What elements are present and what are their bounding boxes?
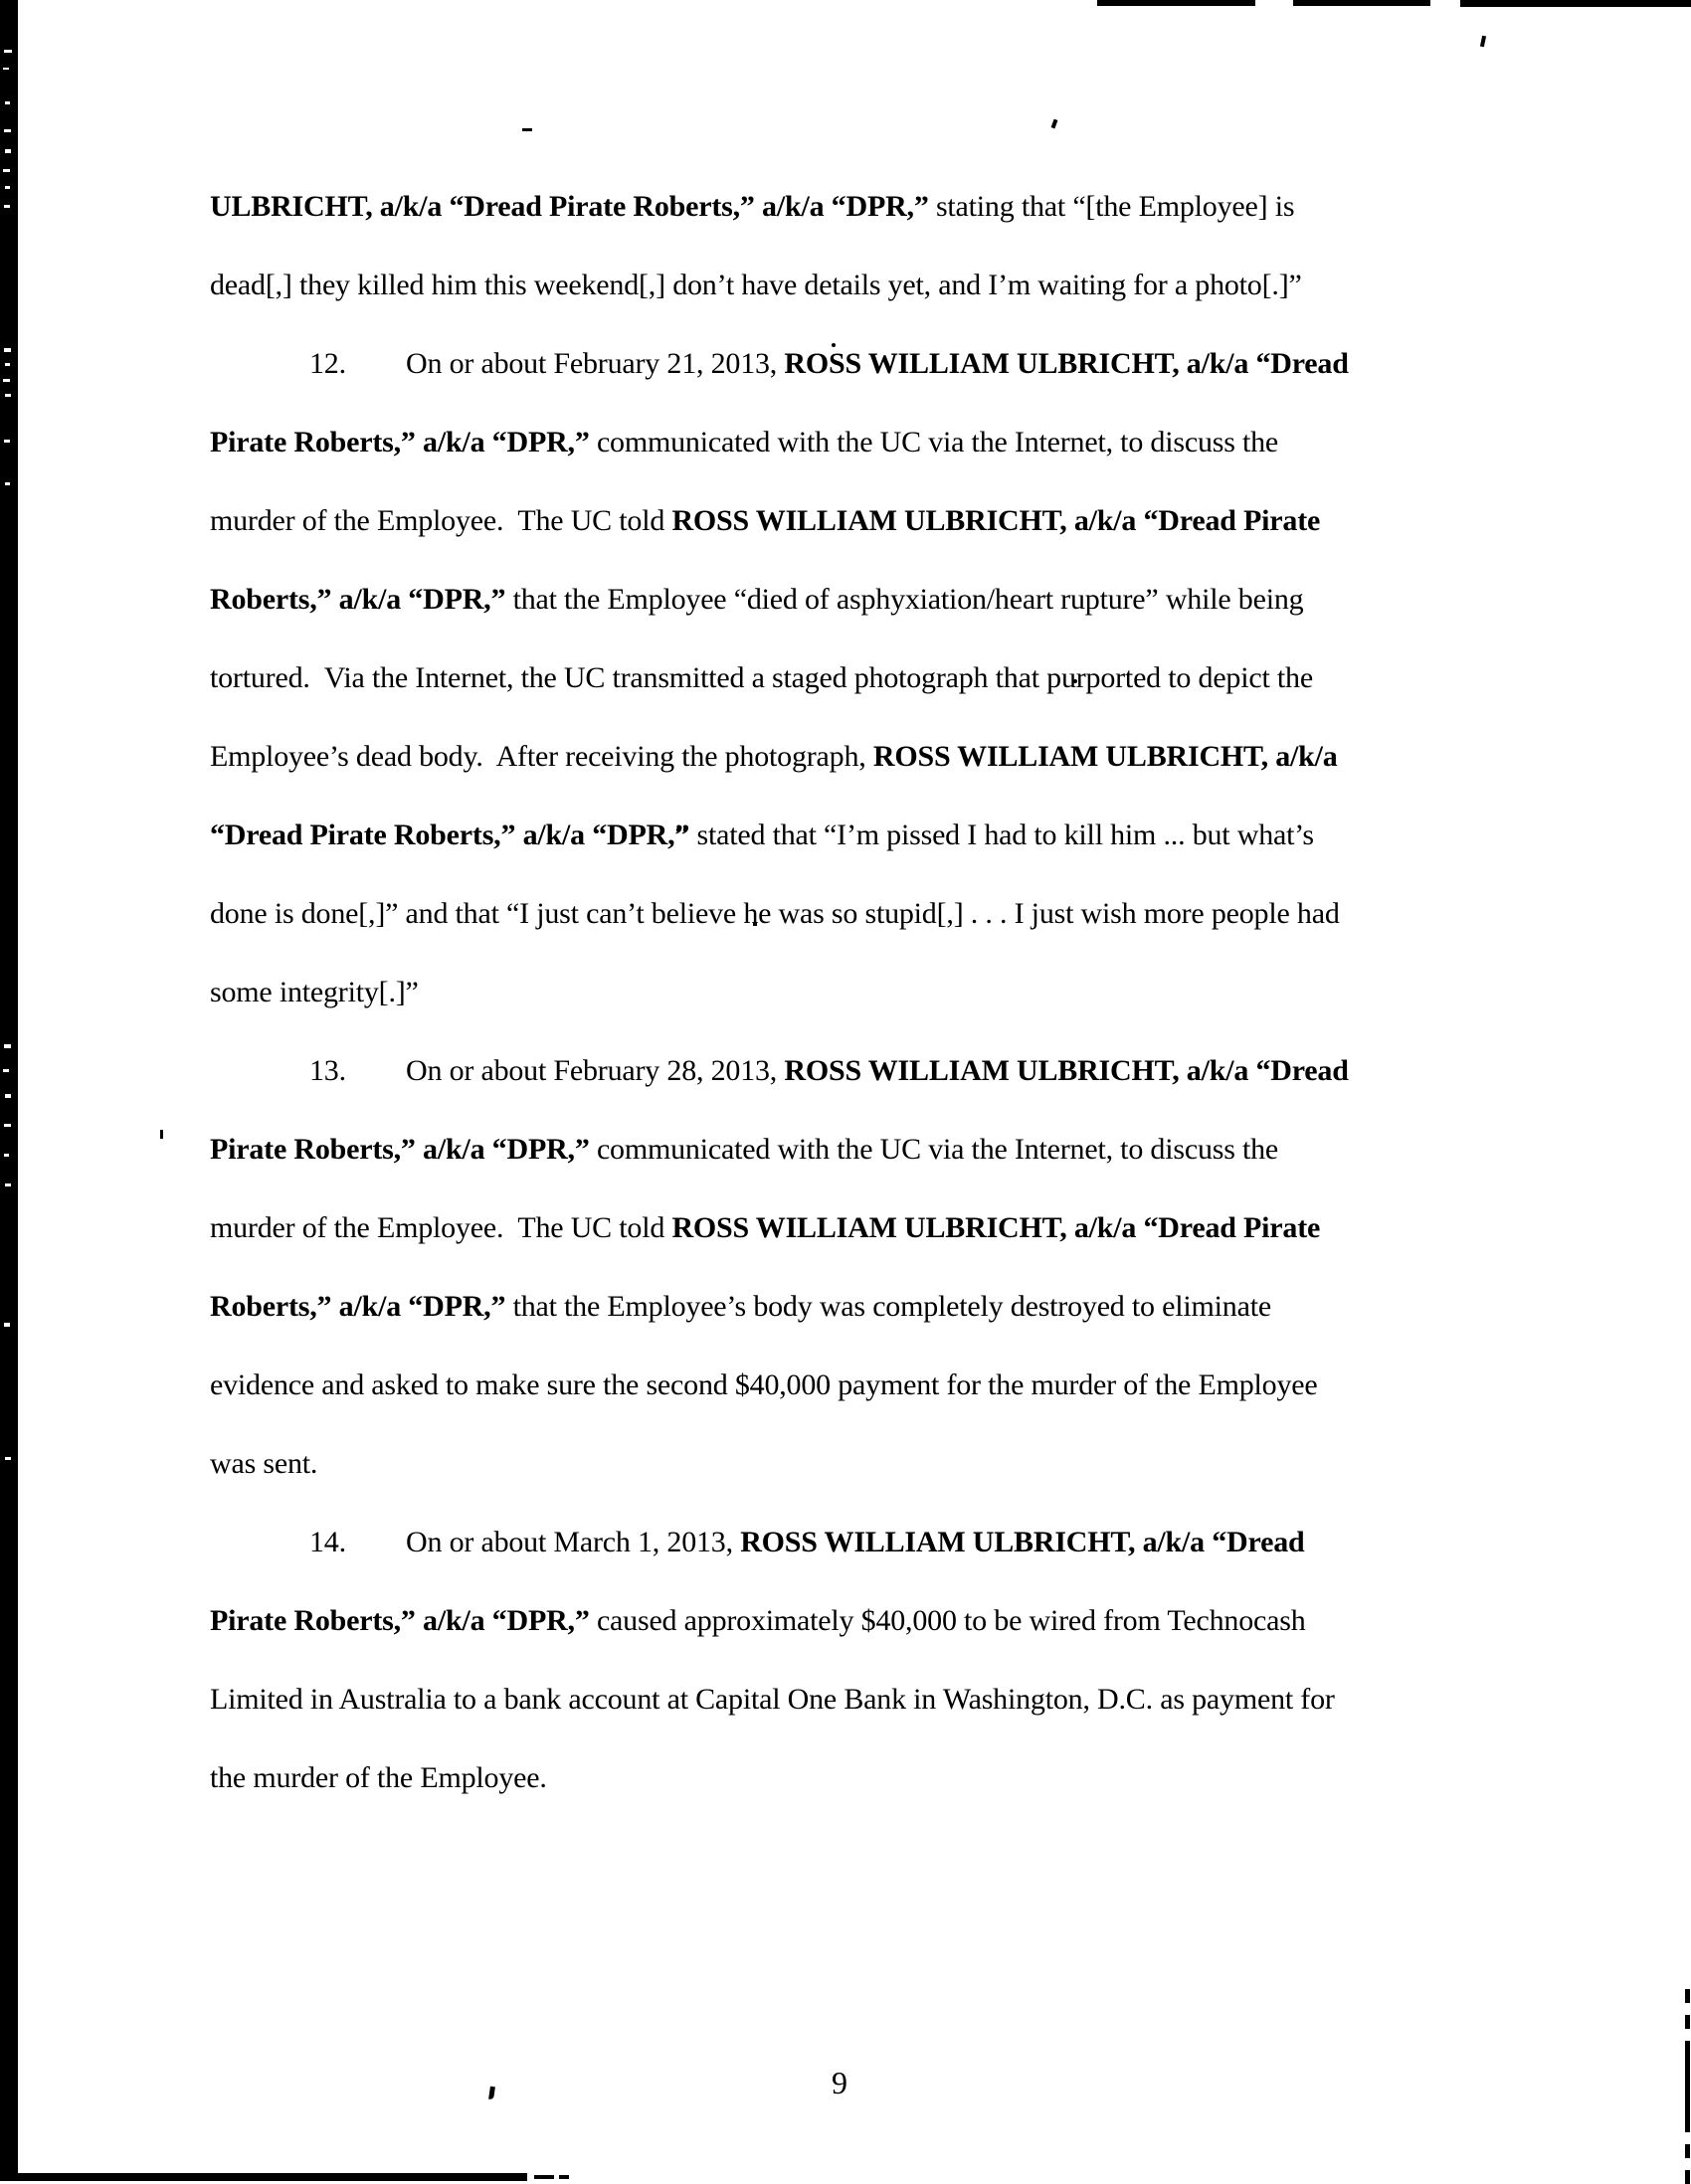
- text-segment-bold: ROSS WILLIAM ULBRICHT, a/k/a “Dread Pirate: [671, 1211, 1321, 1244]
- text-line: [210, 324, 1672, 403]
- text-line: [210, 167, 1672, 246]
- text-line: [210, 1346, 1672, 1424]
- text-segment-bold: Roberts,” a/k/a “DPR,”: [210, 583, 506, 616]
- text-segment-bold: Pirate Roberts,” a/k/a “DPR,”: [210, 426, 590, 458]
- text-segment: stated that “I’m pissed I had to kill him ... but what’s: [689, 819, 1314, 851]
- scan-edge-right-solid: [1685, 2042, 1690, 2118]
- text-line: [210, 1110, 1672, 1188]
- text-segment: stating that “[the Employee] is: [928, 190, 1295, 223]
- text-line: [210, 638, 1672, 717]
- text-line: [210, 1581, 1672, 1660]
- text-line: [210, 403, 1672, 481]
- text-line: [210, 1738, 1672, 1817]
- scan-edge-top: [1460, 0, 1691, 7]
- paragraph-number: 13.: [309, 1054, 346, 1087]
- text-segment: done is done[,]” and that “I just can’t believe he was so stupid[,] . . . I just wish more people had: [210, 897, 1340, 930]
- text-segment: Limited in Australia to a bank account at Capital One Bank in Washington, D.C. as payment for: [210, 1683, 1335, 1716]
- text-line: [210, 560, 1672, 638]
- text-line: [210, 717, 1672, 796]
- scan-noise-mark: [1051, 119, 1058, 129]
- text-line: [210, 1031, 1672, 1110]
- scan-noise-mark: [522, 128, 532, 131]
- scan-edge-top: [1097, 0, 1255, 6]
- text-segment: Employee’s dead body. After receiving the photograph,: [210, 740, 873, 773]
- text-segment-bold: ROSS WILLIAM ULBRICHT, a/k/a “Dread: [784, 347, 1349, 380]
- text-line: [210, 1503, 1672, 1581]
- text-segment: communicated with the UC via the Internet, to discuss the: [589, 1133, 1279, 1166]
- text-segment-bold: ROSS WILLIAM ULBRICHT, a/k/a: [872, 740, 1338, 773]
- text-line: [210, 481, 1672, 560]
- scan-edge-bottom: [534, 2175, 554, 2179]
- scan-noise-mark: [160, 1130, 163, 1139]
- text-segment: caused approximately $40,000 to be wired from Technocash: [589, 1604, 1306, 1637]
- text-segment-bold: Pirate Roberts,” a/k/a “DPR,”: [210, 1604, 590, 1637]
- text-line: [210, 953, 1672, 1031]
- text-segment-bold: Pirate Roberts,” a/k/a “DPR,”: [210, 1133, 590, 1166]
- text-segment-bold: ROSS WILLIAM ULBRICHT, a/k/a “Dread: [784, 1054, 1349, 1087]
- text-segment: was sent.: [210, 1447, 318, 1480]
- text-lines: [210, 167, 1672, 1817]
- text-segment: dead[,] they killed him this weekend[,] don’t have details yet, and I’m waiting for a photo[.]”: [210, 269, 1302, 301]
- text-segment: On or about February 21, 2013,: [406, 347, 785, 380]
- text-segment: the murder of the Employee.: [210, 1761, 547, 1794]
- text-segment: On or about February 28, 2013,: [406, 1054, 785, 1087]
- document-text-block: [210, 167, 1672, 1817]
- text-segment: tortured. Via the Internet, the UC transmitted a staged photograph that purported to depict the: [210, 661, 1313, 694]
- paragraph-number: 14.: [309, 1526, 346, 1558]
- text-segment: murder of the Employee. The UC told: [210, 504, 672, 537]
- text-segment: On or about March 1, 2013,: [406, 1526, 741, 1558]
- text-segment-bold: “Dread Pirate Roberts,” a/k/a “DPR,”: [210, 819, 690, 851]
- text-segment: that the Employee “died of asphyxiation/heart rupture” while being: [505, 583, 1304, 616]
- scan-noise-mark: [1480, 36, 1486, 48]
- text-line: [210, 1267, 1672, 1346]
- scan-edge-bottom: [0, 2173, 527, 2181]
- text-segment-bold: Roberts,” a/k/a “DPR,”: [210, 1290, 506, 1323]
- scan-edge-bottom: [559, 2175, 569, 2179]
- page-number: 9: [832, 2065, 847, 2100]
- scan-gutter-left: [0, 0, 18, 2178]
- text-segment-bold: ROSS WILLIAM ULBRICHT, a/k/a “Dread Pirate: [671, 504, 1321, 537]
- text-segment: some integrity[.]”: [210, 976, 419, 1008]
- paragraph-number: 12.: [309, 347, 346, 380]
- text-line: [210, 1424, 1672, 1503]
- text-segment: that the Employee’s body was completely destroyed to eliminate: [505, 1290, 1271, 1323]
- text-segment-bold: ULBRICHT, a/k/a “Dread Pirate Roberts,” a/k/a “DPR,”: [210, 190, 929, 223]
- text-segment: murder of the Employee. The UC told: [210, 1211, 672, 1244]
- text-segment: communicated with the UC via the Internet, to discuss the: [589, 426, 1279, 458]
- text-line: [210, 874, 1672, 953]
- text-line: [210, 246, 1672, 324]
- text-line: [210, 1188, 1672, 1267]
- text-segment: evidence and asked to make sure the second $40,000 payment for the murder of the Employee: [210, 1368, 1318, 1401]
- text-line: [210, 1660, 1672, 1738]
- text-line: [210, 796, 1672, 874]
- scan-edge-top: [1293, 0, 1430, 6]
- text-segment-bold: ROSS WILLIAM ULBRICHT, a/k/a “Dread: [740, 1526, 1305, 1558]
- scan-noise-mark: [488, 2087, 495, 2100]
